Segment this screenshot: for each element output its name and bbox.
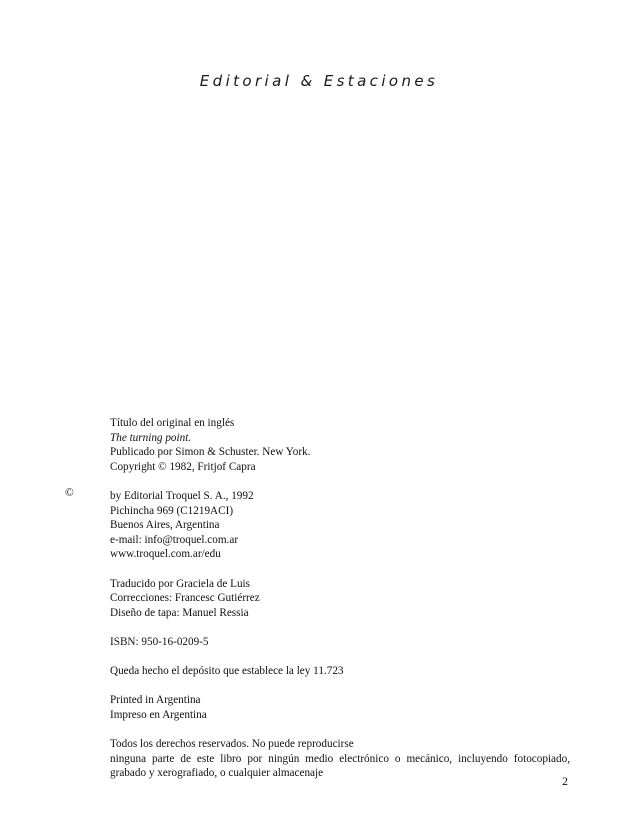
original-title-label: Título del original en inglés <box>110 417 235 429</box>
copyright-block <box>110 416 570 781</box>
copyright-symbol: © <box>65 487 74 499</box>
page-number: 2 <box>562 774 568 788</box>
edition-publisher: by Editorial Troquel S. A., 1992 <box>110 489 254 502</box>
edition-email: e-mail: info@troquel.com.ar <box>110 533 239 546</box>
credit-cover: Diseño de tapa: Manuel Ressia <box>110 606 249 619</box>
publisher-heading: Editorial & Estaciones <box>199 72 439 90</box>
credit-corrections: Correcciones: Francesc Gutiérrez <box>110 592 260 605</box>
rights-line-1: Todos los derechos reservados. No puede reproducirse <box>110 738 354 751</box>
printed-in-spanish: Impreso en Argentina <box>110 708 207 721</box>
edition-web: www.troquel.com.ar/edu <box>110 548 221 561</box>
original-title: The turning point. <box>110 431 192 444</box>
rights-line-2: ninguna parte de este libro por ningún medio electrónico o mecánico, incluyendo fotocopiado, <box>110 752 570 765</box>
legal-deposit: Queda hecho el depósito que establece la ley 11.723 <box>110 665 344 678</box>
isbn: ISBN: 950-16-0209-5 <box>110 635 209 648</box>
credit-translation: Traducido por Graciela de Luis <box>110 577 251 590</box>
edition-address: Pichincha 969 (C1219ACI) <box>110 504 234 517</box>
original-publisher: Publicado por Simon & Schuster. New York. <box>110 446 311 459</box>
rights-line-3: grabado y xerografiado, o cualquier almacenaje <box>110 767 324 780</box>
edition-city: Buenos Aires, Argentina <box>110 519 220 532</box>
original-copyright: Copyright © 1982, Fritjof Capra <box>110 460 256 473</box>
printed-in-english: Printed in Argentina <box>110 694 201 707</box>
